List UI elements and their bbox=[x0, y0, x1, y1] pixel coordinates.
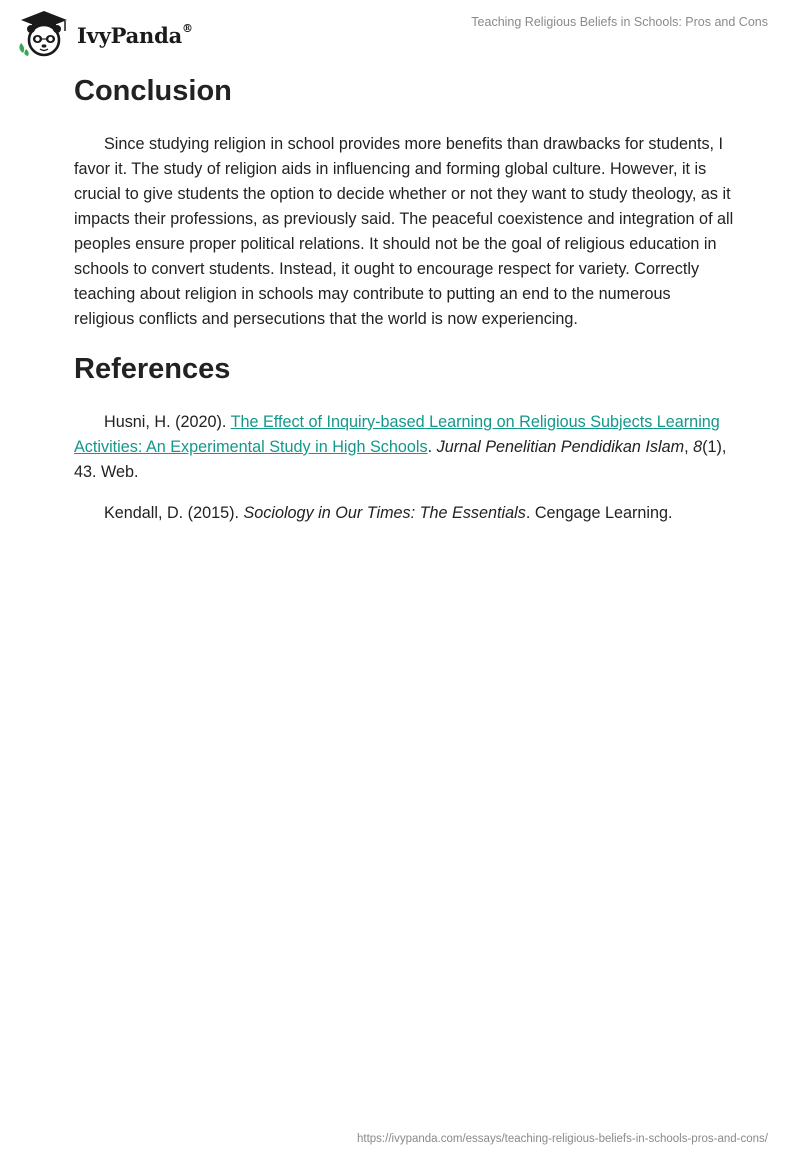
document-title: Teaching Religious Beliefs in Schools: Pros and Cons bbox=[471, 15, 768, 29]
registered-mark: ® bbox=[182, 21, 193, 35]
reference-book-title: Sociology in Our Times: The Essentials bbox=[243, 504, 526, 522]
brand-name bbox=[77, 23, 193, 48]
reference-rest: (1), 43. Web. bbox=[74, 438, 727, 481]
footer-url: https://ivypanda.com/essays/teaching-religious-beliefs-in-schools-pros-and-cons/ bbox=[357, 1133, 768, 1145]
reference-journal: Jurnal Penelitian Pendidikan Islam bbox=[436, 438, 685, 456]
reference-punct: . bbox=[427, 438, 437, 456]
essay-content bbox=[74, 72, 734, 526]
reference-link[interactable]: The Effect of Inquiry-based Learning on Religious Subjects Learning Activities: An Experimental Study in High Schools bbox=[74, 413, 720, 456]
reference-item bbox=[74, 501, 734, 526]
panda-graduate-icon bbox=[15, 9, 73, 57]
conclusion-heading: Conclusion bbox=[74, 75, 232, 107]
reference-rest: . Cengage Learning. bbox=[525, 504, 673, 522]
conclusion-paragraph: Since studying religion in school provides more benefits than drawbacks for students, I favor it. The study of religion aids in influencing and forming global culture. However, it is crucial to give students the option to decide whether or not they want to study theology, as it impacts their professions, as previously said. The peaceful coexistence and integration of all peoples ensure proper political relations. It should not be the goal of religious education in schools to convert students. Instead, it ought to encourage respect for variety. Correctly teaching about religion in schools may contribute to putting an end to the numerous religious conflicts and persecutions that the world is now experiencing. bbox=[74, 135, 734, 328]
reference-item bbox=[74, 410, 734, 485]
reference-author-year: Kendall, D. (2015). bbox=[104, 504, 244, 522]
reference-author-year: Husni, H. (2020). bbox=[104, 413, 231, 431]
reference-comma: , bbox=[684, 438, 694, 456]
page-header bbox=[0, 0, 800, 70]
reference-volume: 8 bbox=[693, 438, 703, 456]
ivypanda-logo[interactable] bbox=[15, 9, 193, 57]
brand-text: IvyPanda bbox=[77, 22, 183, 48]
references-heading: References bbox=[74, 353, 231, 385]
